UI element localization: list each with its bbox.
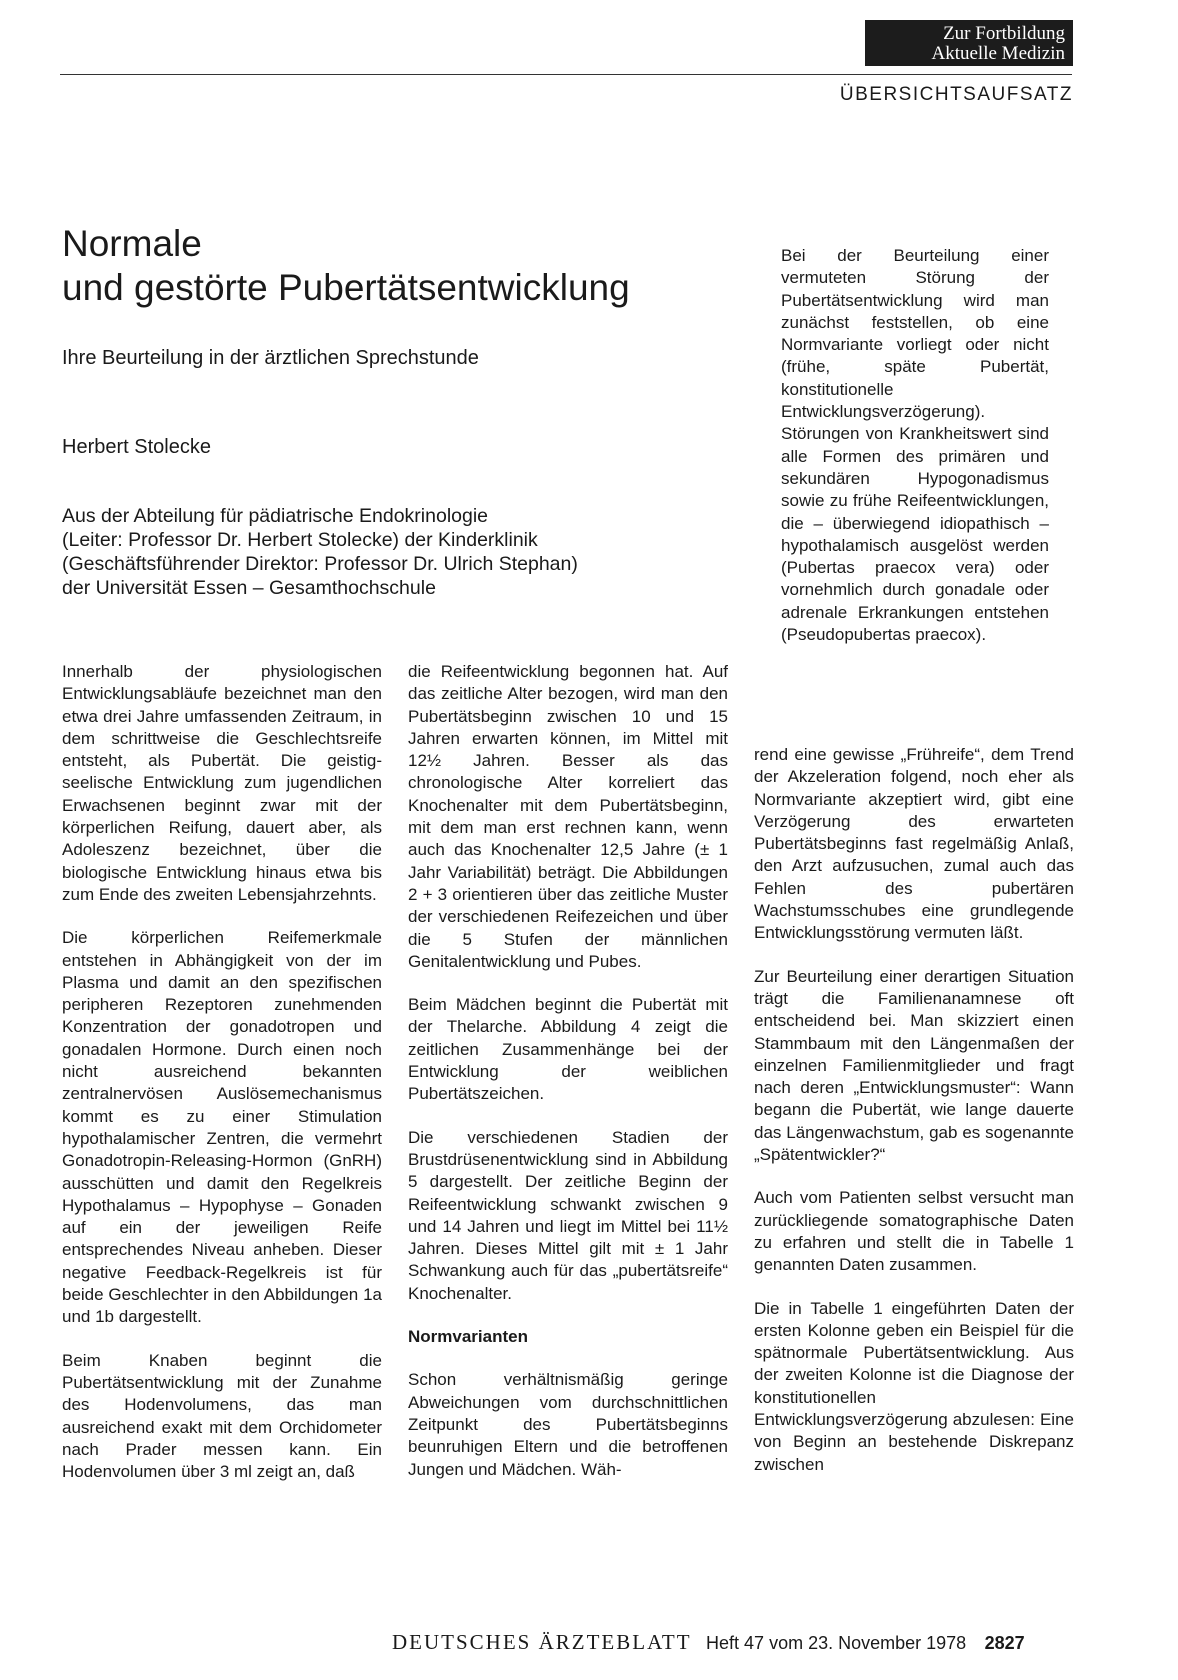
issue-info: Heft 47 vom 23. November 1978 [706, 1633, 967, 1653]
paragraph: Beim Knaben beginnt die Pubertätsentwicklung mit der Zunahme des Hodenvolumens, das man ausreichend exakt mit dem Orchidometer nach Prader messen kann. Ein Hodenvolumen über 3 ml zeigt an, daß [62, 1350, 382, 1482]
header-rule [60, 74, 1072, 75]
paragraph: die Reifeentwicklung begonnen hat. Auf das zeitliche Alter bezogen, wird man den Pubertätsbeginn zwischen 10 und 15 Jahren erwarten können, im Mittel mit 12½ Jahren. Besser als das chronologische Alter korreliert das Knochenalter mit dem Pubertätsbeginn, mit dem man erst rechnen kann, wenn auch das Knochenalter 12,5 Jahre (± 1 Jahr Variabilität) beträgt. Die Abbildungen 2 + 3 orientieren über das zeitliche Muster der verschiedenen Reifezeichen und über die 5 Stufen der männlichen Genitalentwicklung und Pubes. [408, 662, 728, 971]
rubric-badge [865, 20, 1073, 66]
paragraph: Zur Beurteilung einer derartigen Situation trägt die Familienanamnese oft entscheidend bei. Man skizziert einen Stammbaum mit den Längenmaßen der einzelnen Familienmitglieder und fragt nach deren „Entwicklungsmuster“: Wann begann die Pubertät, wie lange dauerte das Längenwachstum, gab es sogenannte „Spätentwickler?“ [754, 966, 1074, 1165]
title-line-1: Normale [62, 223, 202, 264]
article-title [62, 222, 630, 310]
affiliation-line: (Leiter: Professor Dr. Herbert Stolecke) der Kinderklinik [62, 529, 538, 551]
author-name: Herbert Stolecke [62, 436, 211, 458]
paragraph: Beim Mädchen beginnt die Pubertät mit der Thelarche. Abbildung 4 zeigt die zeitlichen Zusammenhänge bei der Entwicklung der weiblichen Pubertätszeichen. [408, 995, 728, 1104]
subheading-normvarianten: Normvarianten [408, 1327, 528, 1347]
journal-name: DEUTSCHES ÄRZTEBLATT [392, 1630, 692, 1654]
rubric-line-1: Zur Fortbildung [943, 23, 1065, 44]
column-2 [408, 661, 728, 1481]
paragraph: Schon verhältnismäßig geringe Abweichungen vom durchschnittlichen Zeitpunkt des Pubertätsbeginns beunruhigen Eltern und die betroffenen Jungen und Mädchen. Wäh- [408, 1370, 728, 1479]
paragraph: Die verschiedenen Stadien der Brustdrüsenentwicklung sind in Abbildung 5 dargestellt. Der zeitliche Beginn der Reifeentwicklung schwankt zwischen 9 und 14 Jahren und liegt im Mittel bei 11½ Jahren. Dieses Mittel gilt mit ± 1 Jahr Schwankung auch für das „pubertätsreife“ Knochenalter. [408, 1127, 728, 1303]
affiliation [62, 504, 578, 600]
paragraph: rend eine gewisse „Frühreife“, dem Trend der Akzeleration folgend, noch eher als Normvariante akzeptiert wird, gibt eine Verzögerung des erwarteten Pubertätsbeginns fast regelmäßig Anlaß, den Arzt aufzusuchen, zumal auch das Fehlen des pubertären Wachstumsschubes eine grundlegende Entwicklungsstörung vermuten läßt. [754, 745, 1074, 943]
column-1 [62, 661, 382, 1483]
paragraph: Die in Tabelle 1 eingeführten Daten der ersten Kolonne geben ein Beispiel für die spätnormale Pubertätsentwicklung. Aus der zweiten Kolonne ist die Diagnose der konstitutionellen Entwicklungsverzögerung abzulesen: Eine von Beginn an bestehende Diskrepanz zwischen [754, 1298, 1074, 1474]
paragraph: Auch vom Patienten selbst versucht man zurückliegende somatographische Daten zu erfahren und stellt die in Tabelle 1 genannten Daten zusammen. [754, 1188, 1074, 1275]
page-footer [392, 1630, 1025, 1655]
column-3 [754, 744, 1074, 1476]
affiliation-line: Aus der Abteilung für pädiatrische Endokrinologie [62, 505, 489, 527]
article-subtitle: Ihre Beurteilung in der ärztlichen Sprechstunde [62, 347, 479, 369]
column-3-intro: Bei der Beurteilung einer vermuteten Störung der Pubertätsentwicklung wird man zunächst feststellen, ob eine Normvariante vorliegt oder nicht (frühe, späte Pubertät, konstitutionelle Entwicklungsverzögerung). Störungen von Krankheitswert sind alle Formen des primären und sekundären Hypogonadismus sowie zu frühe Reifeentwicklungen, die – überwiegend idiopathisch – hypothalamisch ausgelöst werden (Pubertas praecox vera) oder vornehmlich durch gonadale oder adrenale Erkrankungen entstehen (Pseudopubertas praecox). [781, 246, 1049, 645]
page-number: 2827 [984, 1633, 1025, 1653]
affiliation-line: (Geschäftsführender Direktor: Professor Dr. Ulrich Stephan) [62, 553, 578, 575]
rubric-line-2: Aktuelle Medizin [931, 43, 1065, 64]
paragraph: Die körperlichen Reifemerkmale entstehen in Abhängigkeit von der im Plasma und damit an den spezifischen peripheren Rezeptoren zunehmenden Konzentration der gonadotropen und gonadalen Hormone. Durch einen noch nicht ausreichend bekannten zentralnervösen Auslösemechanismus kommt es zu einer Stimulation hypothalamischer Zentren, die vermehrt Gonadotropin-Releasing-Hormon (GnRH) ausschütten und damit den Regelkreis Hypothalamus – Hypophyse – Gonaden auf ein der jeweiligen Reife entsprechendes Niveau anheben. Dieser negative Feedback-Regelkreis ist für beide Geschlechter in den Abbildungen 1a und 1b dargestellt. [62, 928, 382, 1327]
paragraph: Innerhalb der physiologischen Entwicklungsabläufe bezeichnet man den etwa drei Jahre umfassenden Zeitraum, in dem schrittweise die Geschlechtsreife entsteht, als Pubertät. Die geistig-seelische Entwicklung zum jugendlichen Erwachsenen beginnt zwar mit der körperlichen Reifung, dauert aber, als Adoleszenz bezeichnet, über die biologische Entwicklung hinaus etwa bis zum Ende des zweiten Lebensjahrzehnts. [62, 662, 382, 904]
section-label: ÜBERSICHTSAUFSATZ [839, 84, 1073, 105]
title-line-2: und gestörte Pubertätsentwicklung [62, 267, 630, 308]
affiliation-line: der Universität Essen – Gesamthochschule [62, 577, 436, 599]
